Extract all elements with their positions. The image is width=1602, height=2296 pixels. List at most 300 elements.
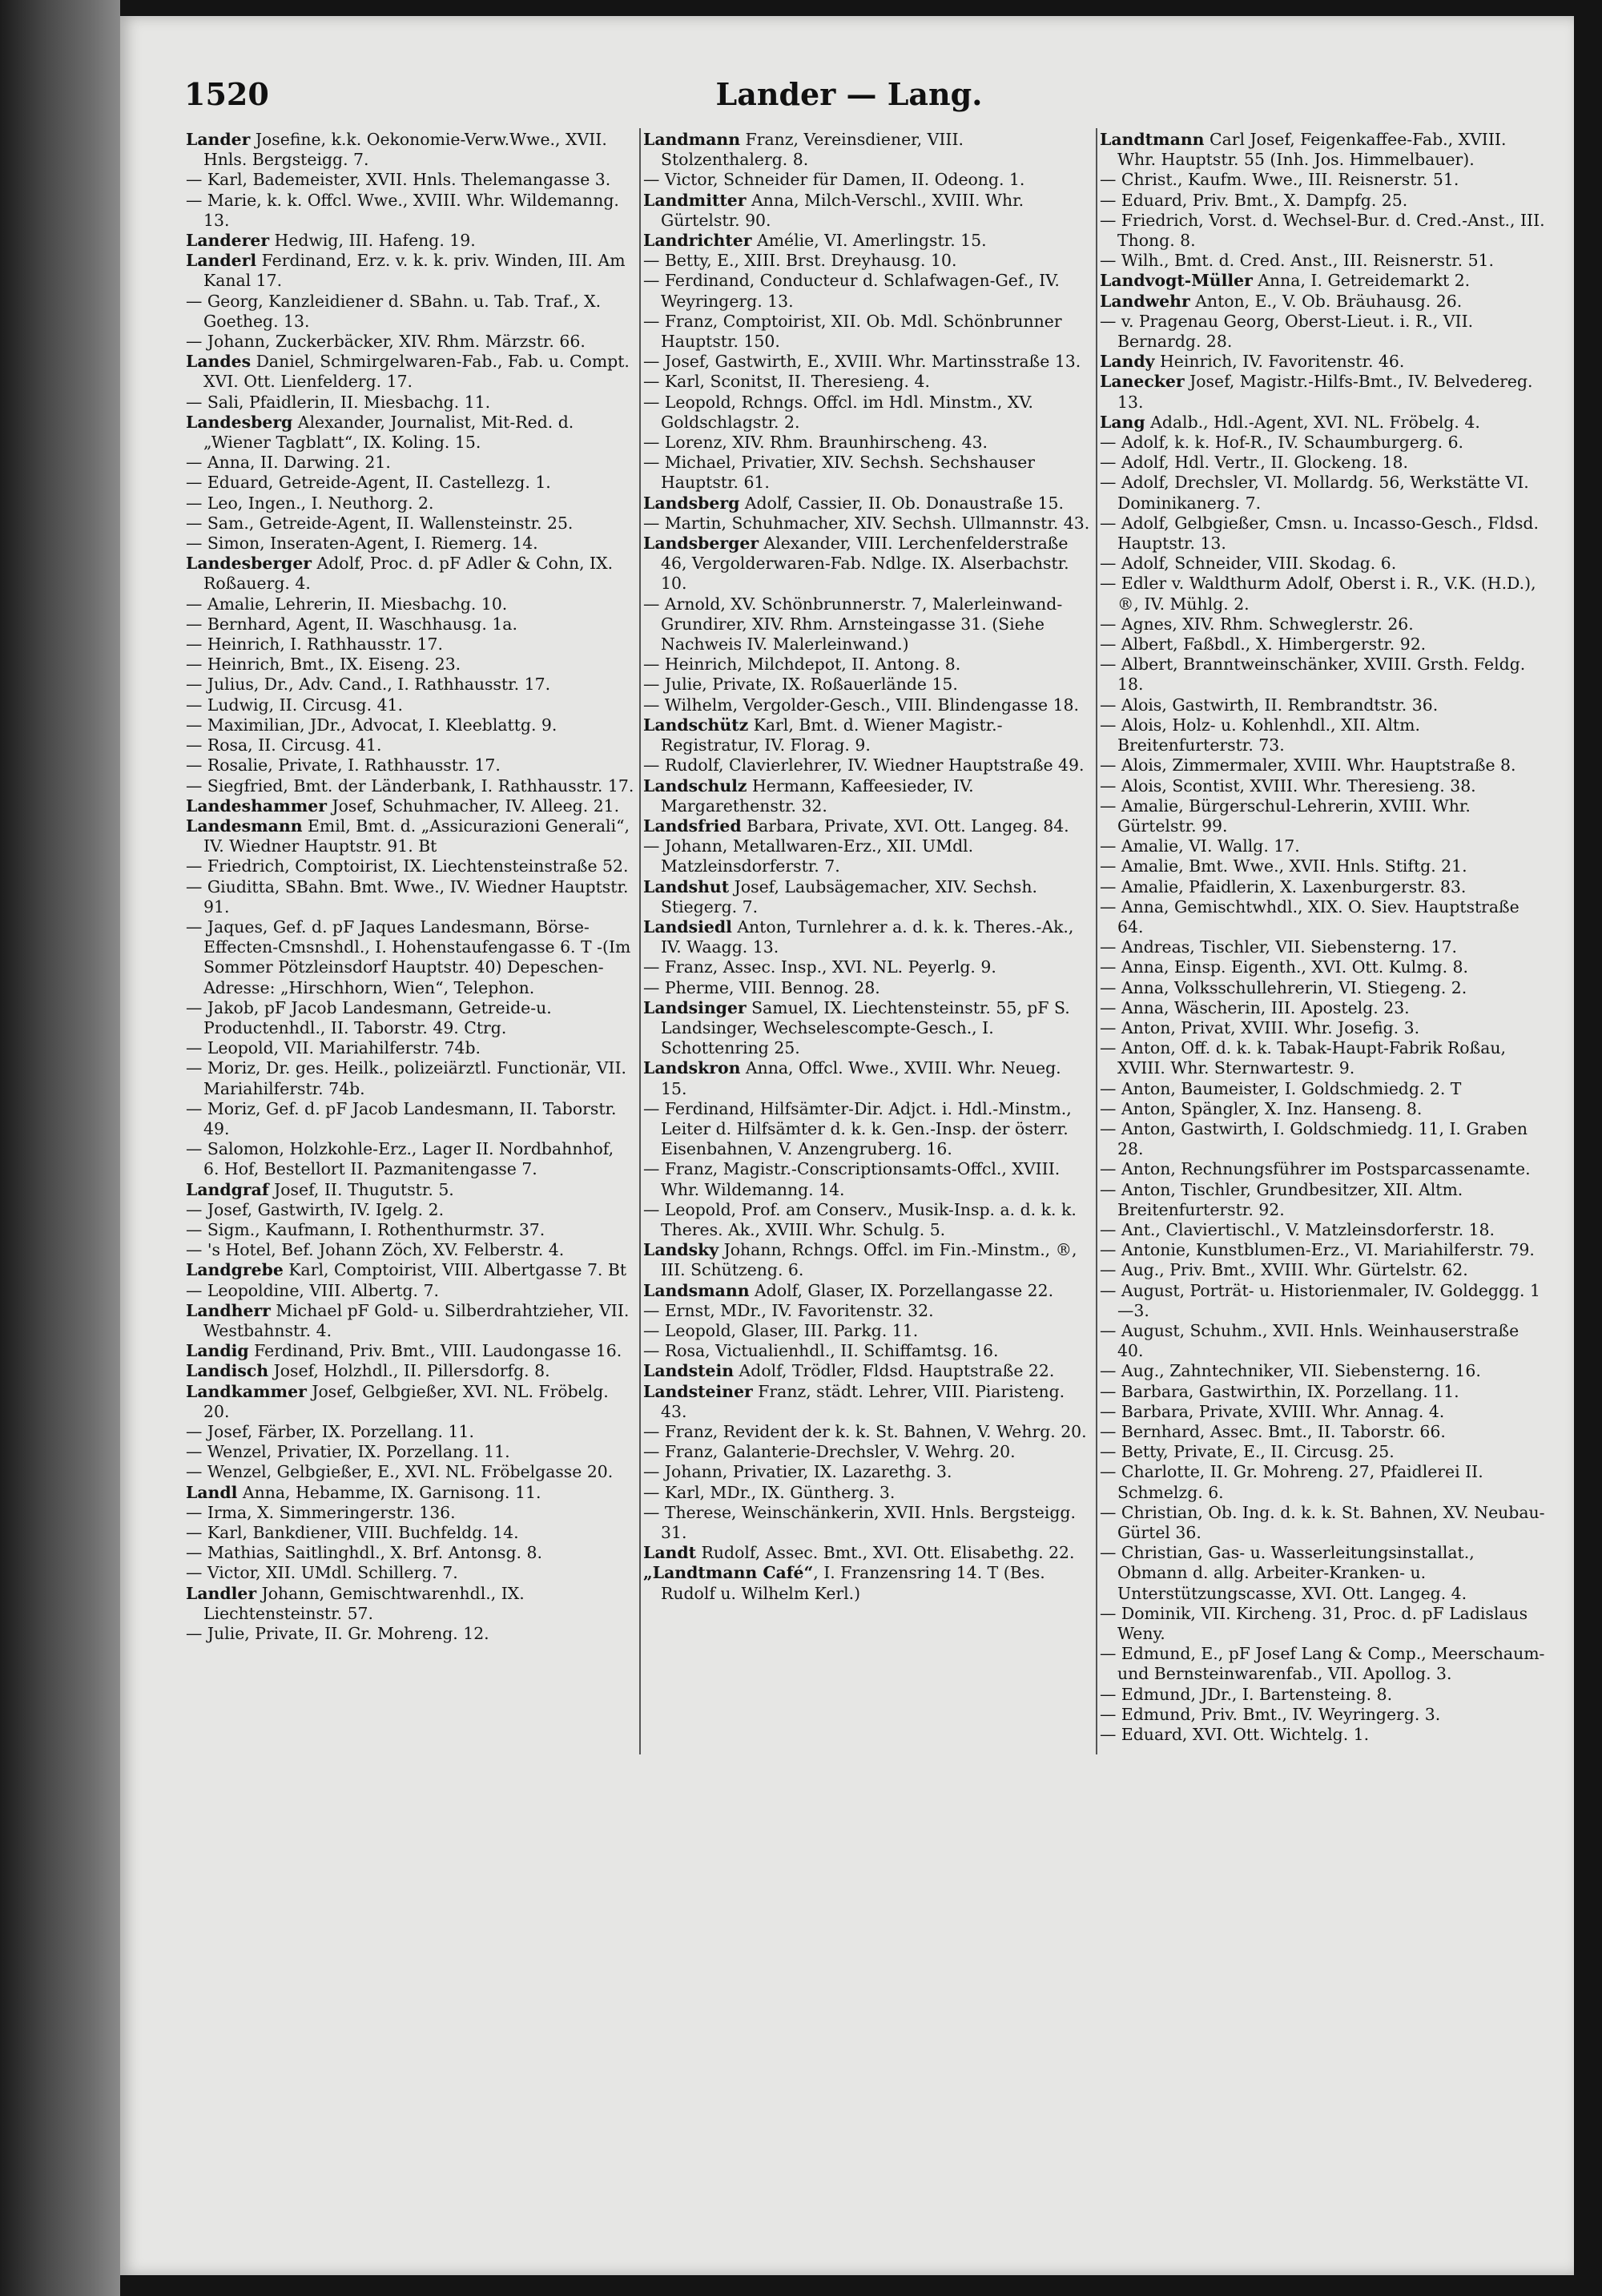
directory-entry (643, 1361, 1092, 1381)
directory-entry (643, 1301, 1092, 1321)
directory-entry (186, 1139, 634, 1179)
entry-details: Josef, Laubsägemacher, XIV. Sechsh. Stiegerg. 7. (661, 876, 1043, 916)
entry-details: — Ferdinand, Conducteur d. Schlafwagen-Gef., IV. Weyringerg. 13. (643, 271, 1065, 311)
entry-details: — Edmund, JDr., I. Bartensteing. 8. (1100, 1684, 1393, 1704)
directory-entry (186, 534, 634, 554)
entry-surname: Landerer (186, 231, 270, 251)
entry-details: Samuel, IX. Liechtensteinstr. 55, pF S. Landsinger, Wechselescompte-Gesch., I. Schottenring 25. (661, 997, 1076, 1058)
entry-details: — Leopold, Rchngs. Offcl. im Hdl. Minstm., XV. Goldschlagstr. 2. (643, 392, 1039, 432)
directory-entry (643, 594, 1092, 655)
entry-details: — Eduard, Getreide-Agent, II. Castellezg. 1. (186, 473, 551, 493)
directory-entry (1100, 251, 1548, 271)
directory-column-2 (643, 130, 1092, 2245)
entry-surname: Landsberger (643, 534, 759, 554)
directory-entry (1100, 292, 1548, 312)
directory-entry (643, 1422, 1092, 1442)
entry-details: — Julie, Private, II. Gr. Mohreng. 12. (186, 1624, 489, 1644)
entry-details: — Edler v. Waldthurm Adolf, Oberst i. R., V.K. (H.D.), ®, IV. Mühlg. 2. (1100, 574, 1542, 614)
entry-surname: Landshut (643, 876, 730, 896)
directory-entry (643, 191, 1092, 231)
entry-details: — Josef, Färber, IX. Porzellang. 11. (186, 1422, 474, 1441)
entry-surname: Landsky (643, 1240, 719, 1260)
entry-details: — Anton, Baumeister, I. Goldschmiedg. 2. T (1100, 1078, 1462, 1098)
directory-entry (643, 251, 1092, 271)
entry-details: — Adolf, Gelbgießer, Cmsn. u. Incasso-Gesch., Fldsd. Hauptstr. 13. (1100, 513, 1544, 554)
entry-details: Anton, E., V. Ob. Bräuhausg. 26. (1189, 291, 1463, 311)
entry-details: — Anton, Privat, XVIII. Whr. Josefig. 3. (1100, 1017, 1420, 1037)
directory-entry (186, 1240, 634, 1260)
entry-surname: Landherr (186, 1300, 271, 1320)
directory-entry (1100, 856, 1548, 876)
entry-surname: Landl (186, 1482, 238, 1502)
directory-entry (186, 1442, 634, 1462)
directory-entry (1100, 1159, 1548, 1179)
directory-entry (643, 998, 1092, 1059)
directory-entry (186, 1584, 634, 1624)
directory-entry (1100, 1725, 1548, 1745)
entry-details: — Albert, Branntweinschänker, XVIII. Grsth. Feldg. 18. (1100, 655, 1531, 695)
entry-details: — Johann, Zuckerbäcker, XIV. Rhm. Märzstr. 66. (186, 332, 586, 352)
entry-surname: Landy (1100, 352, 1155, 372)
entry-details: — Bernhard, Assec. Bmt., II. Taborstr. 66. (1100, 1422, 1446, 1441)
directory-entry (1100, 1119, 1548, 1159)
directory-entry (186, 1341, 634, 1361)
directory-entry (186, 655, 634, 675)
entry-details: — Victor, XII. UMdl. Schillerg. 7. (186, 1563, 458, 1583)
entry-details: — v. Pragenau Georg, Oberst-Lieut. i. R., VII. Bernardg. 28. (1100, 311, 1479, 352)
directory-entry (186, 1503, 634, 1523)
entry-details: Adolf, Proc. d. pF Adler & Cohn, IX. Roßauerg. 4. (203, 554, 618, 594)
entry-details: — Adolf, Drechsler, VI. Mollardg. 56, Werkstätte VI. Dominikanerg. 7. (1100, 473, 1535, 513)
entry-details: Josef, Holzhdl., II. Pillersdorfg. 8. (268, 1361, 550, 1381)
entry-details: Amélie, VI. Amerlingstr. 15. (751, 231, 987, 251)
entry-surname: Landmann (643, 130, 741, 149)
entry-details: — Amalie, Lehrerin, II. Miesbachg. 10. (186, 594, 508, 614)
directory-column-1 (186, 130, 634, 2245)
entry-details: — Betty, E., XIII. Brst. Dreyhausg. 10. (643, 251, 957, 271)
directory-entry (643, 493, 1092, 514)
entry-details: — Karl, Bankdiener, VIII. Buchfeldg. 14. (186, 1523, 519, 1543)
entry-details: — Heinrich, Milchdepot, II. Antong. 8. (643, 655, 961, 675)
directory-entry (186, 251, 634, 291)
entry-details: — Franz, Revident der k. k. St. Bahnen, V. Wehrg. 20. (643, 1422, 1087, 1441)
entry-details: Anton, Turnlehrer a. d. k. k. Theres.-Ak., IV. Waagg. 13. (661, 916, 1079, 957)
directory-entry (186, 332, 634, 352)
entry-details: — Betty, Private, E., II. Circusg. 25. (1100, 1442, 1395, 1462)
entry-details: — Johann, Privatier, IX. Lazarethg. 3. (643, 1462, 952, 1482)
directory-entry (1100, 1422, 1548, 1442)
entry-surname: Landskron (643, 1058, 741, 1078)
entry-surname: Landeshammer (186, 796, 327, 816)
entry-details: Daniel, Schmirgelwaren-Fab., Fab. u. Compt. XVI. Ott. Lienfelderg. 17. (203, 352, 635, 392)
directory-entry (643, 816, 1092, 836)
entry-details: — Charlotte, II. Gr. Mohreng. 27, Pfaidlerei II. Schmelzg. 6. (1100, 1462, 1489, 1502)
directory-entry (1100, 634, 1548, 655)
directory-entry (643, 1382, 1092, 1422)
entry-details: Alexander, Journalist, Mit-Red. d. „Wiener Tagblatt“, IX. Koling. 15. (203, 412, 579, 453)
entry-surname: Landwehr (1100, 291, 1190, 311)
entry-details: — August, Schuhm., XVII. Hnls. Weinhauserstraße 40. (1100, 1320, 1524, 1361)
directory-entry (1100, 796, 1548, 836)
page-number: 1520 (184, 76, 269, 112)
directory-entry (186, 1543, 634, 1563)
directory-entry (186, 1200, 634, 1220)
directory-entry (1100, 352, 1548, 372)
entry-details: Adalb., Hdl.-Agent, XVI. NL. Fröbelg. 4. (1145, 412, 1480, 432)
directory-entry (643, 312, 1092, 352)
directory-entry (1100, 1321, 1548, 1361)
directory-entry (643, 514, 1092, 534)
directory-entry (643, 695, 1092, 715)
entry-details: , I. Franzensring 14. T (Bes. Rudolf u. Wilhelm Kerl.) (661, 1563, 1051, 1603)
entry-details: — Simon, Inseraten-Agent, I. Riemerg. 14. (186, 534, 538, 554)
directory-entry (643, 1159, 1092, 1199)
entry-details: — Barbara, Gastwirthin, IX. Porzellang. 11. (1100, 1381, 1459, 1401)
directory-entry (1100, 433, 1548, 453)
directory-entry (1100, 413, 1548, 433)
entry-details: — Alois, Zimmermaler, XVIII. Whr. Hauptstraße 8. (1100, 755, 1516, 775)
entry-details: — Leopoldine, VIII. Albertg. 7. (186, 1280, 439, 1300)
entry-surname: Landschütz (643, 715, 749, 735)
directory-entry (643, 1543, 1092, 1563)
directory-entry (643, 776, 1092, 816)
entry-details: — Jakob, pF Jacob Landesmann, Getreide-u. Productenhdl., II. Taborstr. 49. Ctrg. (186, 997, 557, 1037)
directory-entry (186, 917, 634, 998)
entry-details: — Pherme, VIII. Bennog. 28. (643, 977, 880, 997)
directory-entry (1100, 1543, 1548, 1604)
directory-entry (186, 715, 634, 735)
entry-details: — Rosa, Victualienhdl., II. Schiffamtsg. 16. (643, 1341, 999, 1361)
directory-entry (186, 130, 634, 170)
directory-entry (186, 816, 634, 856)
directory-entry (186, 1260, 634, 1280)
entry-details: — Adolf, Hdl. Vertr., II. Glockeng. 18. (1100, 453, 1408, 473)
directory-entry (186, 634, 634, 655)
directory-entry (186, 554, 634, 594)
directory-entry (643, 170, 1092, 190)
entry-surname: Landsfried (643, 816, 742, 836)
page-header (184, 76, 1514, 124)
entry-details: Hermann, Kaffeesieder, IV. Margarethenstr. 32. (661, 775, 980, 816)
entry-surname: Landesmann (186, 816, 303, 836)
directory-entry (643, 271, 1092, 311)
directory-entry (643, 1503, 1092, 1543)
directory-entry (643, 1563, 1092, 1603)
entry-details: Emil, Bmt. d. „Assicurazioni Generali“, IV. Wiedner Hauptstr. 91. Bt (203, 816, 635, 856)
directory-entry (186, 1038, 634, 1058)
directory-entry (643, 675, 1092, 695)
entry-surname: Lanecker (1100, 372, 1185, 392)
entry-details: — Andreas, Tischler, VII. Siebensterng. 17. (1100, 937, 1458, 957)
entry-details: Adolf, Glaser, IX. Porzellangasse 22. (749, 1280, 1054, 1300)
entry-details: Anna, Hebamme, IX. Garnisong. 11. (237, 1482, 541, 1502)
directory-entry (1100, 574, 1548, 614)
entry-details: — Karl, Sconitst, II. Theresieng. 4. (643, 372, 930, 392)
directory-entry (1100, 755, 1548, 775)
directory-entry (1100, 170, 1548, 190)
entry-surname: Landig (186, 1341, 249, 1361)
directory-entry (186, 473, 634, 493)
directory-entry (643, 978, 1092, 998)
directory-entry (1100, 978, 1548, 998)
directory-entry (1100, 998, 1548, 1018)
directory-entry (186, 292, 634, 332)
entry-details: — Aug., Zahntechniker, VII. Siebensterng. 16. (1100, 1361, 1481, 1381)
entry-details: — Moriz, Dr. ges. Heilk., polizeiärztl. Functionär, VII. Mariahilferstr. 74b. (186, 1058, 632, 1098)
entry-details: — Rosa, II. Circusg. 41. (186, 735, 382, 755)
entry-details: — Wilh., Bmt. d. Cred. Anst., III. Reisnerstr. 51. (1100, 251, 1495, 271)
directory-entry (643, 130, 1092, 170)
directory-entry (643, 917, 1092, 957)
directory-entry (643, 352, 1092, 372)
entry-details: — Edmund, E., pF Josef Lang & Comp., Meerschaum- und Bernsteinwarenfab., VII. Apollog. 3. (1100, 1644, 1550, 1684)
directory-entry (186, 695, 634, 715)
entry-details: — Ferdinand, Hilfsämter-Dir. Adjct. i. Hdl.-Minstm., Leiter d. Hilfsämter d. k. k. Gen.-Insp. der österr. Eisenbahnen, V. Anzengruberg. 16. (643, 1098, 1077, 1159)
entry-details: — Anton, Rechnungsführer im Postsparcassenamte. (1100, 1159, 1531, 1179)
entry-details: — Amalie, Pfaidlerin, X. Laxenburgerstr. 83. (1100, 876, 1467, 896)
entry-details: — Alois, Gastwirth, II. Rembrandtstr. 36. (1100, 695, 1439, 715)
entry-details: — August, Porträt- u. Historienmaler, IV. Goldeggg. 1—3. (1100, 1280, 1540, 1320)
directory-entry (186, 1422, 634, 1442)
entry-details: — Therese, Weinschänkerin, XVII. Hnls. Bergsteigg. 31. (643, 1502, 1081, 1543)
entry-details: — Irma, X. Simmeringerstr. 136. (186, 1502, 456, 1522)
entry-details: — Sam., Getreide-Agent, II. Wallensteinstr. 25. (186, 513, 574, 533)
entry-details: — Siegfried, Bmt. der Länderbank, I. Rathhausstr. 17. (186, 775, 634, 796)
directory-entry (186, 1523, 634, 1543)
entry-surname: Landt (643, 1543, 697, 1563)
directory-entry (186, 191, 634, 231)
entry-details: — Arnold, XV. Schönbrunnerstr. 7, Malerleinwand-Grundirer, XIV. Rhm. Arnsteingasse 31. (Siehe Nachweis IV. Malerleinwand.) (643, 594, 1063, 655)
entry-surname: Landsberg (643, 493, 740, 513)
directory-entry (1100, 1260, 1548, 1280)
entry-details: — Ant., Claviertischl., V. Matzleinsdorferstr. 18. (1100, 1219, 1495, 1239)
directory-entry (1100, 877, 1548, 897)
entry-details: Josef, Schuhmacher, IV. Alleeg. 21. (327, 796, 620, 816)
entry-details: — Georg, Kanzleidiener d. SBahn. u. Tab. Traf., X. Goetheg. 13. (186, 291, 606, 331)
directory-entry (643, 1483, 1092, 1503)
directory-entry (1100, 1644, 1548, 1684)
entry-details: Anna, I. Getreidemarkt 2. (1252, 271, 1471, 291)
entry-details: — Antonie, Kunstblumen-Erz., VI. Mariahilferstr. 79. (1100, 1240, 1535, 1260)
entry-surname: Landsmann (643, 1280, 750, 1300)
directory-entry (643, 1462, 1092, 1482)
entry-details: Ferdinand, Erz. v. k. k. priv. Winden, III. Am Kanal 17. (203, 251, 631, 291)
entry-details: — Anna, Volksschullehrerin, VI. Stiegeng. 2. (1100, 977, 1467, 997)
entry-details: — Anna, Gemischtwhdl., XIX. O. Siev. Hauptstraße 64. (1100, 896, 1525, 937)
directory-entry (643, 1281, 1092, 1301)
directory-entry (1100, 695, 1548, 715)
directory-entry (1100, 1705, 1548, 1725)
entry-details: Karl, Comptoirist, VIII. Albertgasse 7. Bt (283, 1260, 627, 1280)
entry-details: — Leopold, VII. Mariahilferstr. 74b. (186, 1038, 481, 1058)
entry-details: — Anton, Spängler, X. Inz. Hanseng. 8. (1100, 1098, 1423, 1118)
entry-details: — Friedrich, Vorst. d. Wechsel-Bur. d. Cred.-Anst., III. Thong. 8. (1100, 210, 1551, 251)
directory-entry (1100, 836, 1548, 856)
entry-details: — Anna, Einsp. Eigenth., XVI. Ott. Kulmg. 8. (1100, 957, 1469, 977)
directory-column-3 (1100, 130, 1551, 2245)
directory-entry (1100, 312, 1548, 352)
entry-surname: Landmitter (643, 190, 747, 210)
entry-details: Ferdinand, Priv. Bmt., VIII. Laudongasse 16. (248, 1341, 622, 1361)
entry-details: — Michael, Privatier, XIV. Sechsh. Sechshauser Hauptstr. 61. (643, 453, 1040, 493)
entry-details: — Amalie, Bmt. Wwe., XVII. Hnls. Stiftg. 21. (1100, 856, 1467, 876)
entry-surname: Landgraf (186, 1179, 269, 1199)
entry-details: Anna, Offcl. Wwe., XVIII. Whr. Neueg. 15. (661, 1058, 1067, 1098)
directory-entry (643, 393, 1092, 433)
directory-entry (186, 1058, 634, 1098)
directory-entry (1100, 1462, 1548, 1502)
directory-entry (1100, 271, 1548, 291)
directory-entry (186, 1220, 634, 1240)
entry-details: — 's Hotel, Bef. Johann Zöch, XV. Felberstr. 4. (186, 1240, 565, 1260)
entry-details: — Franz, Assec. Insp., XVI. NL. Peyerlg. 9. (643, 957, 996, 977)
directory-entry (643, 534, 1092, 594)
directory-entry (643, 957, 1092, 977)
entry-details: Alexander, VIII. Lerchenfelderstraße 46, Vergolderwaren-Fab. Ndlge. IX. Alserbachstr. 10. (661, 534, 1075, 594)
entry-details: — Anton, Tischler, Grundbesitzer, XII. Altm. Breitenfurterstr. 92. (1100, 1179, 1468, 1219)
entry-details: — Josef, Gastwirth, IV. Igelg. 2. (186, 1199, 445, 1219)
entry-details: — Anton, Gastwirth, I. Goldschmiedg. 11, I. Graben 28. (1100, 1118, 1533, 1159)
entry-details: — Wilhelm, Vergolder-Gesch., VIII. Blindengasse 18. (643, 695, 1080, 715)
entry-details: — Mathias, Saitlinghdl., X. Brf. Antonsg. 8. (186, 1543, 542, 1563)
directory-entry (1100, 1220, 1548, 1240)
directory-entry (1100, 937, 1548, 957)
entry-details: — Wenzel, Privatier, IX. Porzellang. 11. (186, 1442, 510, 1462)
entry-details: Franz, städt. Lehrer, VIII. Piaristeng. 43. (661, 1381, 1070, 1421)
entry-surname: Landisch (186, 1361, 269, 1381)
entry-surname: Landschulz (643, 775, 747, 796)
entry-details: — Sali, Pfaidlerin, II. Miesbachg. 11. (186, 392, 491, 412)
entry-details: Michael pF Gold- u. Silberdrahtzieher, VII. Westbahnstr. 4. (203, 1300, 634, 1340)
entry-details: — Edmund, Priv. Bmt., IV. Weyringerg. 3. (1100, 1704, 1441, 1724)
directory-entry (186, 1099, 634, 1139)
running-title: Lander — Lang. (715, 76, 983, 112)
entry-details: — Heinrich, Bmt., IX. Eiseng. 23. (186, 655, 461, 675)
entry-details: — Jaques, Gef. d. pF Jaques Landesmann, Börse-Effecten-Cmsnshdl., I. Hohenstaufengasse 6. T -(Im Sommer Pötzleinsdorf Hauptstr. 40) Depeschen-Adresse: „Hirschhorn, Wien“, Telephon. (186, 916, 636, 997)
directory-entry (643, 1240, 1092, 1280)
entry-surname: Lander (186, 130, 251, 149)
entry-surname: Lang (1100, 412, 1145, 432)
entry-details: Josef, Gelbgießer, XVI. NL. Fröbelg. 20. (203, 1381, 614, 1421)
column-divider (1096, 128, 1097, 1754)
directory-entry (1100, 473, 1548, 513)
entry-details: Anna, Milch-Verschl., XVIII. Whr. Gürtelstr. 90. (661, 190, 1029, 230)
entry-details: — Josef, Gastwirth, E., XVIII. Whr. Martinsstraße 13. (643, 352, 1081, 372)
entry-surname: Landesberg (186, 412, 293, 432)
entry-details: — Rudolf, Clavierlehrer, IV. Wiedner Hauptstraße 49. (643, 755, 1085, 775)
entry-details: Josefine, k.k. Oekonomie-Verw.Wwe., XVII. Hnls. Bergsteigg. 7. (203, 130, 613, 170)
entry-details: — Dominik, VII. Kircheng. 31, Proc. d. pF Ladislaus Weny. (1100, 1603, 1533, 1644)
directory-entry (643, 1200, 1092, 1240)
entry-surname: „Landtmann Café“ (643, 1563, 814, 1583)
directory-entry (1100, 372, 1548, 412)
entry-details: — Franz, Comptoirist, XII. Ob. Mdl. Schönbrunner Hauptstr. 150. (643, 311, 1068, 352)
entry-surname: Landkammer (186, 1381, 307, 1401)
directory-entry (643, 1058, 1092, 1098)
entry-surname: Landsiedl (643, 916, 732, 937)
entry-details: — Amalie, Bürgerschul-Lehrerin, XVIII. Whr. Gürtelstr. 99. (1100, 796, 1476, 836)
directory-entry (186, 393, 634, 413)
entry-details: Heinrich, IV. Favoritenstr. 46. (1154, 352, 1405, 372)
directory-entry (643, 1442, 1092, 1462)
entry-details: Carl Josef, Feigenkaffee-Fab., XVIII. Whr. Hauptstr. 55 (Inh. Jos. Himmelbauer). (1117, 130, 1511, 170)
entry-details: — Rosalie, Private, I. Rathhausstr. 17. (186, 755, 501, 775)
directory-entry (1100, 1240, 1548, 1260)
entry-details: — Franz, Magistr.-Conscriptionsamts-Offcl., XVIII. Whr. Wildemanng. 14. (643, 1159, 1065, 1199)
directory-entry (1100, 1038, 1548, 1078)
entry-details: — Adolf, k. k. Hof-R., IV. Schaumburgerg. 6. (1100, 433, 1464, 453)
entry-surname: Landrichter (643, 231, 752, 251)
directory-entry (643, 1321, 1092, 1341)
directory-entry (643, 755, 1092, 775)
directory-entry (1100, 776, 1548, 796)
directory-entry (643, 372, 1092, 392)
directory-entry (1100, 655, 1548, 695)
entry-surname: Landtmann (1100, 130, 1205, 149)
directory-entry (1100, 897, 1548, 937)
entry-details: — Friedrich, Comptoirist, IX. Liechtensteinstraße 52. (186, 856, 629, 876)
entry-details: — Christian, Gas- u. Wasserleitungsinstallat., Obmann d. allg. Arbeiter-Kranken- u. Unterstützungscasse, XVI. Ott. Langeg. 4. (1100, 1543, 1480, 1603)
entry-surname: Landgrebe (186, 1260, 284, 1280)
directory-entry (186, 1462, 634, 1482)
entry-surname: Landvogt-Müller (1100, 271, 1253, 291)
entry-details: — Anton, Off. d. k. k. Tabak-Haupt-Fabrik Roßau, XVIII. Whr. Sternwartestr. 9. (1100, 1038, 1511, 1078)
entry-details: — Moriz, Gef. d. pF Jacob Landesmann, II. Taborstr. 49. (186, 1098, 622, 1138)
directory-entry (186, 1382, 634, 1422)
directory-entry (186, 1361, 634, 1381)
entry-surname: Landesberger (186, 554, 312, 574)
entry-details: — Eduard, XVI. Ott. Wichtelg. 1. (1100, 1725, 1370, 1745)
directory-entry (643, 231, 1092, 251)
entry-details: — Christ., Kaufm. Wwe., III. Reisnerstr. 51. (1100, 170, 1459, 190)
directory-entry (643, 836, 1092, 876)
directory-entry (1100, 614, 1548, 634)
entry-surname: Landes (186, 352, 252, 372)
entry-details: — Albert, Faßbdl., X. Himbergerstr. 92. (1100, 634, 1427, 655)
entry-details: — Karl, Bademeister, XVII. Hnls. Thelemangasse 3. (186, 170, 611, 190)
directory-entry (1100, 554, 1548, 574)
entry-details: — Martin, Schuhmacher, XIV. Sechsh. Ullmannstr. 43. (643, 513, 1090, 533)
entry-details: Adolf, Cassier, II. Ob. Donaustraße 15. (739, 493, 1064, 513)
book-spine (0, 0, 120, 2296)
entry-surname: Landler (186, 1583, 257, 1603)
entry-details: Johann, Gemischtwarenhdl., IX. Liechtensteinstr. 57. (203, 1583, 530, 1623)
entry-details: — Alois, Holz- u. Kohlenhdl., XII. Altm. Breitenfurterstr. 73. (1100, 715, 1426, 755)
entry-details: — Barbara, Private, XVIII. Whr. Annag. 4. (1100, 1401, 1445, 1421)
directory-entry (1100, 715, 1548, 755)
entry-details: — Leopold, Prof. am Conserv., Musik-Insp. a. d. k. k. Theres. Ak., XVIII. Whr. Schulg. 5. (643, 1199, 1082, 1239)
entry-details: — Giuditta, SBahn. Bmt. Wwe., IV. Wiedner Hauptstr. 91. (186, 876, 634, 916)
directory-entry (643, 1341, 1092, 1361)
directory-entry (186, 796, 634, 816)
entry-details: Adolf, Trödler, Fldsd. Hauptstraße 22. (734, 1361, 1055, 1381)
entry-details: Karl, Bmt. d. Wiener Magistr.-Registratur, IV. Florag. 9. (661, 715, 1003, 755)
entry-details: — Salomon, Holzkohle-Erz., Lager II. Nordbahnhof, 6. Hof, Bestellort II. Pazmanitengasse 7. (186, 1139, 619, 1179)
directory-entry (1100, 191, 1548, 211)
entry-surname: Landsteiner (643, 1381, 753, 1401)
entry-details: — Karl, MDr., IX. Güntherg. 3. (643, 1482, 896, 1502)
entry-details: Josef, Magistr.-Hilfs-Bmt., IV. Belvedereg. 13. (1117, 372, 1538, 412)
directory-entry (186, 170, 634, 190)
entry-details: Franz, Vereinsdiener, VIII. Stolzenthalerg. 8. (661, 130, 969, 170)
directory-entry (186, 493, 634, 514)
entry-details: — Victor, Schneider für Damen, II. Odeong. 1. (643, 170, 1025, 190)
entry-details: — Adolf, Schneider, VIII. Skodag. 6. (1100, 554, 1397, 574)
entry-details: — Alois, Scontist, XVIII. Whr. Theresieng. 38. (1100, 775, 1476, 796)
directory-entry (1100, 1503, 1548, 1543)
entry-details: — Wenzel, Gelbgießer, E., XVI. NL. Fröbelgasse 20. (186, 1462, 614, 1482)
entry-details: — Heinrich, I. Rathhausstr. 17. (186, 634, 443, 655)
